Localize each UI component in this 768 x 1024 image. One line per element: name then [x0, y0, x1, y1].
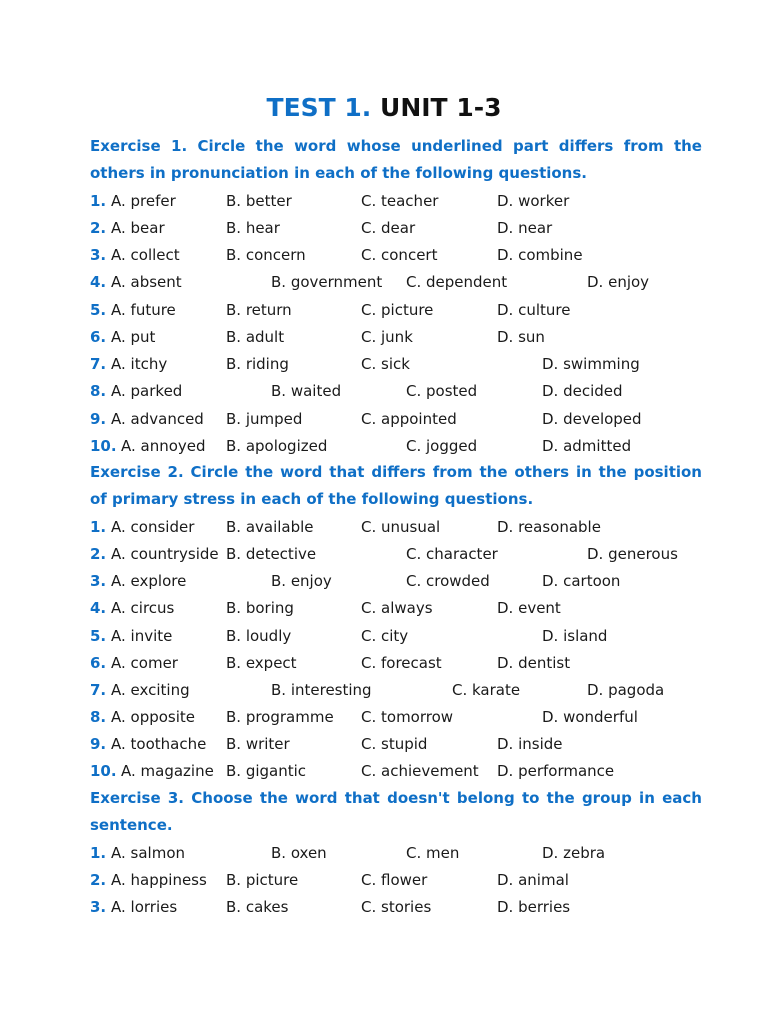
- option-d: D. near: [497, 219, 553, 237]
- option-b: B. concern: [226, 246, 306, 264]
- question-row: [90, 595, 710, 622]
- option-c: C. sick: [361, 355, 410, 373]
- option-b: B. expect: [226, 654, 297, 672]
- option-b: B. programme: [226, 708, 334, 726]
- question-number: 2.: [90, 871, 107, 889]
- option-a: A. salmon: [111, 844, 186, 862]
- option-b: B. loudly: [226, 627, 292, 645]
- option-b: B. apologized: [226, 437, 328, 455]
- question-number: 3.: [90, 898, 107, 916]
- option-d: D. decided: [542, 382, 623, 400]
- option-d: D. animal: [497, 871, 569, 889]
- option-d: D. inside: [497, 735, 563, 753]
- question-number: 1.: [90, 518, 107, 536]
- option-c: C. jogged: [406, 437, 478, 455]
- question-number: 9.: [90, 410, 107, 428]
- question-number: 3.: [90, 246, 107, 264]
- question-row: [90, 378, 710, 405]
- option-b: B. return: [226, 301, 292, 319]
- option-c: C. posted: [406, 382, 478, 400]
- question-number: 6.: [90, 328, 107, 346]
- question-number: 4.: [90, 599, 107, 617]
- option-a: A. consider: [111, 518, 195, 536]
- option-d: D. enjoy: [587, 273, 650, 291]
- option-d: D. dentist: [497, 654, 571, 672]
- option-c: C. men: [406, 844, 460, 862]
- option-c: C. character: [406, 545, 498, 563]
- option-d: D. berries: [497, 898, 571, 916]
- option-d: D. worker: [497, 192, 570, 210]
- option-c: C. tomorrow: [361, 708, 454, 726]
- title-prefix: TEST 1.: [266, 93, 372, 122]
- title-main: UNIT 1-3: [380, 93, 502, 122]
- option-a: A. absent: [111, 273, 182, 291]
- option-c: C. dependent: [406, 273, 508, 291]
- option-b: B. gigantic: [226, 762, 307, 780]
- option-b: B. writer: [226, 735, 290, 753]
- question-number: 6.: [90, 654, 107, 672]
- option-a: A. put: [111, 328, 156, 346]
- option-b: B. jumped: [226, 410, 303, 428]
- question-row: [90, 704, 710, 731]
- option-c: C. always: [361, 599, 433, 617]
- option-b: B. oxen: [271, 844, 327, 862]
- option-d: D. cartoon: [542, 572, 621, 590]
- question-number: 2.: [90, 219, 107, 237]
- option-d: D. developed: [542, 410, 642, 428]
- option-d: D. combine: [497, 246, 583, 264]
- question-number: 5.: [90, 301, 107, 319]
- question-row: [90, 433, 710, 460]
- option-d: D. culture: [497, 301, 571, 319]
- question-row: [90, 731, 710, 758]
- option-c: C. karate: [452, 681, 521, 699]
- option-a: A. parked: [111, 382, 183, 400]
- option-c: C. achievement: [361, 762, 479, 780]
- option-d: D. zebra: [542, 844, 606, 862]
- option-a: A. magazine: [121, 762, 214, 780]
- option-a: A. prefer: [111, 192, 176, 210]
- question-row: [90, 324, 710, 351]
- option-b: B. detective: [226, 545, 317, 563]
- option-b: B. adult: [226, 328, 285, 346]
- question-row: [90, 215, 710, 242]
- question-number: 9.: [90, 735, 107, 753]
- option-d: D. sun: [497, 328, 545, 346]
- question-row: [90, 514, 710, 541]
- option-a: A. opposite: [111, 708, 196, 726]
- option-c: C. dear: [361, 219, 416, 237]
- option-b: B. enjoy: [271, 572, 332, 590]
- question-number: 10.: [90, 437, 117, 455]
- option-c: C. teacher: [361, 192, 439, 210]
- option-b: B. available: [226, 518, 314, 536]
- question-row: [90, 406, 710, 433]
- option-c: C. forecast: [361, 654, 442, 672]
- option-c: C. crowded: [406, 572, 490, 590]
- question-number: 5.: [90, 627, 107, 645]
- question-number: 8.: [90, 708, 107, 726]
- option-d: D. pagoda: [587, 681, 665, 699]
- question-number: 1.: [90, 844, 107, 862]
- option-b: B. hear: [226, 219, 280, 237]
- option-c: C. flower: [361, 871, 428, 889]
- option-c: C. stupid: [361, 735, 428, 753]
- option-a: A. lorries: [111, 898, 178, 916]
- option-a: A. exciting: [111, 681, 190, 699]
- question-number: 2.: [90, 545, 107, 563]
- option-d: D. performance: [497, 762, 615, 780]
- option-c: C. city: [361, 627, 409, 645]
- option-d: D. wonderful: [542, 708, 638, 726]
- option-c: C. unusual: [361, 518, 441, 536]
- question-number: 7.: [90, 355, 107, 373]
- option-d: D. generous: [587, 545, 678, 563]
- question-number: 10.: [90, 762, 117, 780]
- option-c: C. junk: [361, 328, 413, 346]
- option-d: D. reasonable: [497, 518, 601, 536]
- question-number: 3.: [90, 572, 107, 590]
- option-a: A. explore: [111, 572, 187, 590]
- question-row: [90, 758, 710, 785]
- exercise-1-heading: Exercise 1. Circle the word whose underlined part differs from the others in pronunciation in each of the following questions.: [90, 137, 702, 182]
- question-row: [90, 541, 710, 568]
- option-a: A. comer: [111, 654, 178, 672]
- option-b: B. boring: [226, 599, 294, 617]
- option-a: A. bear: [111, 219, 165, 237]
- option-a: A. countryside: [111, 545, 219, 563]
- option-d: D. event: [497, 599, 561, 617]
- question-row: [90, 894, 710, 921]
- option-c: C. concert: [361, 246, 438, 264]
- question-row: [90, 188, 710, 215]
- option-a: A. toothache: [111, 735, 207, 753]
- option-a: A. future: [111, 301, 176, 319]
- option-a: A. invite: [111, 627, 173, 645]
- exercise-3-heading: Exercise 3. Choose the word that doesn't belong to the group in each sentence.: [90, 789, 702, 834]
- option-a: A. collect: [111, 246, 180, 264]
- option-a: A. happiness: [111, 871, 207, 889]
- question-number: 8.: [90, 382, 107, 400]
- option-d: D. swimming: [542, 355, 640, 373]
- question-row: [90, 840, 710, 867]
- option-c: C. appointed: [361, 410, 457, 428]
- option-b: B. interesting: [271, 681, 372, 699]
- option-a: A. annoyed: [121, 437, 206, 455]
- option-b: B. riding: [226, 355, 289, 373]
- question-row: [90, 269, 710, 296]
- option-a: A. circus: [111, 599, 175, 617]
- option-c: C. picture: [361, 301, 434, 319]
- question-row: [90, 242, 710, 269]
- question-row: [90, 568, 710, 595]
- option-c: C. stories: [361, 898, 432, 916]
- page-title: [0, 92, 768, 124]
- question-number: 7.: [90, 681, 107, 699]
- option-b: B. government: [271, 273, 383, 291]
- option-a: A. itchy: [111, 355, 168, 373]
- option-b: B. cakes: [226, 898, 289, 916]
- option-d: D. island: [542, 627, 608, 645]
- question-number: 1.: [90, 192, 107, 210]
- question-row: [90, 650, 710, 677]
- option-b: B. waited: [271, 382, 342, 400]
- exercise-2-heading: Exercise 2. Circle the word that differs from the others in the position of primary stress in each of the following questions.: [90, 463, 702, 508]
- option-b: B. better: [226, 192, 292, 210]
- question-row: [90, 351, 710, 378]
- question-row: [90, 623, 710, 650]
- question-row: [90, 867, 710, 894]
- option-b: B. picture: [226, 871, 299, 889]
- question-row: [90, 677, 710, 704]
- question-row: [90, 297, 710, 324]
- question-number: 4.: [90, 273, 107, 291]
- option-d: D. admitted: [542, 437, 632, 455]
- option-a: A. advanced: [111, 410, 204, 428]
